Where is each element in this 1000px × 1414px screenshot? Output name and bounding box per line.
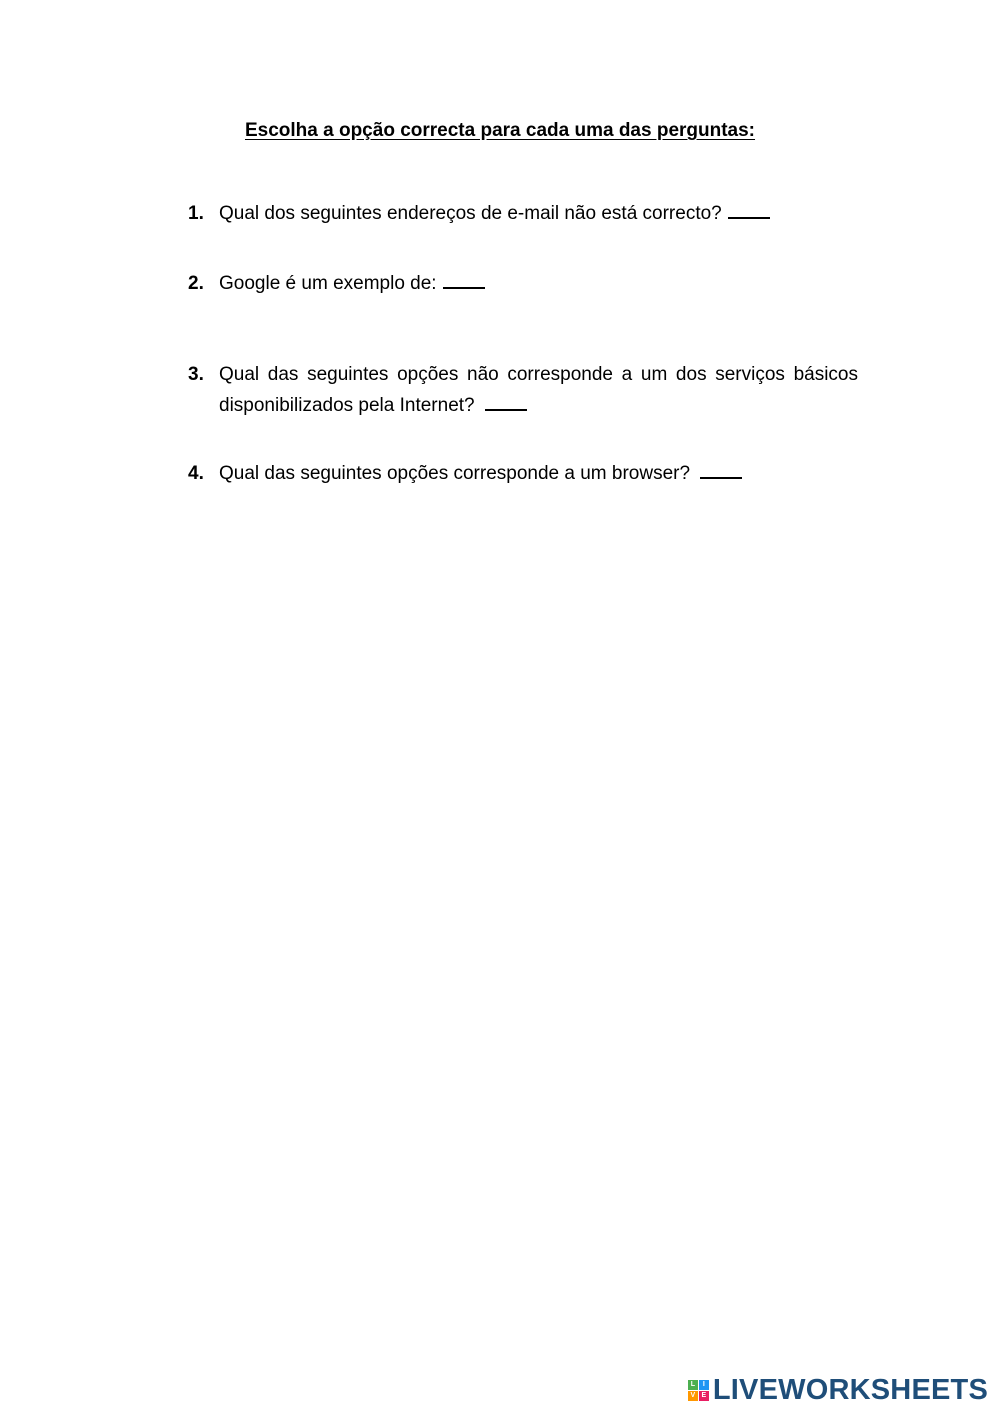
worksheet-title: Escolha a opção correcta para cada uma das perguntas: xyxy=(244,120,756,141)
liveworksheets-logo xyxy=(688,1374,988,1406)
answer-blank[interactable] xyxy=(700,476,742,479)
question-text: Qual dos seguintes endereços de e-mail não está correcto? xyxy=(219,203,722,224)
question-text: Google é um exemplo de: xyxy=(219,273,437,294)
question-number: 4. xyxy=(188,463,204,484)
logo-mark-letter: V xyxy=(688,1391,698,1401)
answer-blank[interactable] xyxy=(728,216,770,219)
logo-mark-letter: E xyxy=(699,1391,709,1401)
question-text: Qual das seguintes opções não corresponde a um dos serviços básicos disponibilizados pela Internet? xyxy=(219,364,858,416)
question-text: Qual das seguintes opções corresponde a um browser? xyxy=(219,463,691,484)
question-number: 2. xyxy=(188,273,204,294)
logo-mark-letter: L xyxy=(688,1380,698,1390)
question-4 xyxy=(188,458,858,489)
answer-blank[interactable] xyxy=(485,408,527,411)
question-number: 1. xyxy=(188,203,204,224)
logo-text: LIVEWORKSHEETS xyxy=(712,1373,988,1406)
logo-mark-letter: I xyxy=(699,1380,709,1390)
question-3 xyxy=(188,359,858,421)
live-logo-icon xyxy=(688,1380,709,1401)
answer-blank[interactable] xyxy=(443,286,485,289)
question-number: 3. xyxy=(188,364,204,385)
question-1 xyxy=(188,198,858,229)
question-2 xyxy=(188,268,858,299)
